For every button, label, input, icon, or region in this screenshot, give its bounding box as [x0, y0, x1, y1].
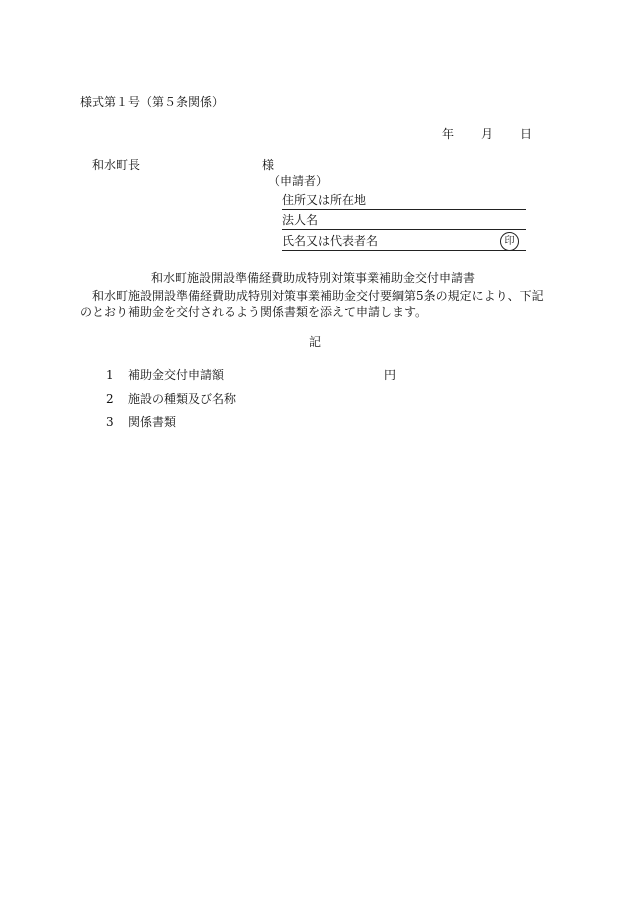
body-text: 和水町施設開設準備経費助成特別対策事業補助金交付要綱第5条の規定により、下記のとおり補助金を交付されるよう関係書類を添えて申請します。	[80, 289, 544, 319]
form-number: 様式第１号（第５条関係）	[80, 95, 225, 109]
item-number: 1	[106, 368, 114, 382]
item-label: 施設の種類及び名称	[128, 392, 237, 406]
amount-unit: 円	[384, 368, 397, 382]
list-item	[106, 368, 224, 382]
applicant-label: （申請者）	[268, 174, 329, 188]
addressee-name: 和水町長	[92, 158, 141, 172]
list-item	[106, 392, 236, 406]
date-line	[442, 127, 532, 141]
document-title: 和水町施設開設準備経費助成特別対策事業補助金交付申請書	[151, 271, 476, 285]
date-month: 月	[480, 127, 493, 141]
address-field: 住所又は所在地	[282, 193, 526, 210]
ki-heading: 記	[309, 335, 322, 349]
item-number: 2	[106, 392, 114, 406]
date-day: 日	[519, 127, 532, 141]
seal-mark: 印	[500, 232, 519, 251]
list-item	[106, 415, 176, 429]
item-label: 関係書類	[128, 415, 177, 429]
date-year: 年	[442, 127, 455, 141]
representative-field: 氏名又は代表者名	[282, 234, 526, 251]
addressee-honorific: 様	[262, 158, 275, 172]
item-number: 3	[106, 415, 114, 429]
company-name-field: 法人名	[282, 213, 526, 230]
item-label: 補助金交付申請額	[128, 368, 225, 382]
